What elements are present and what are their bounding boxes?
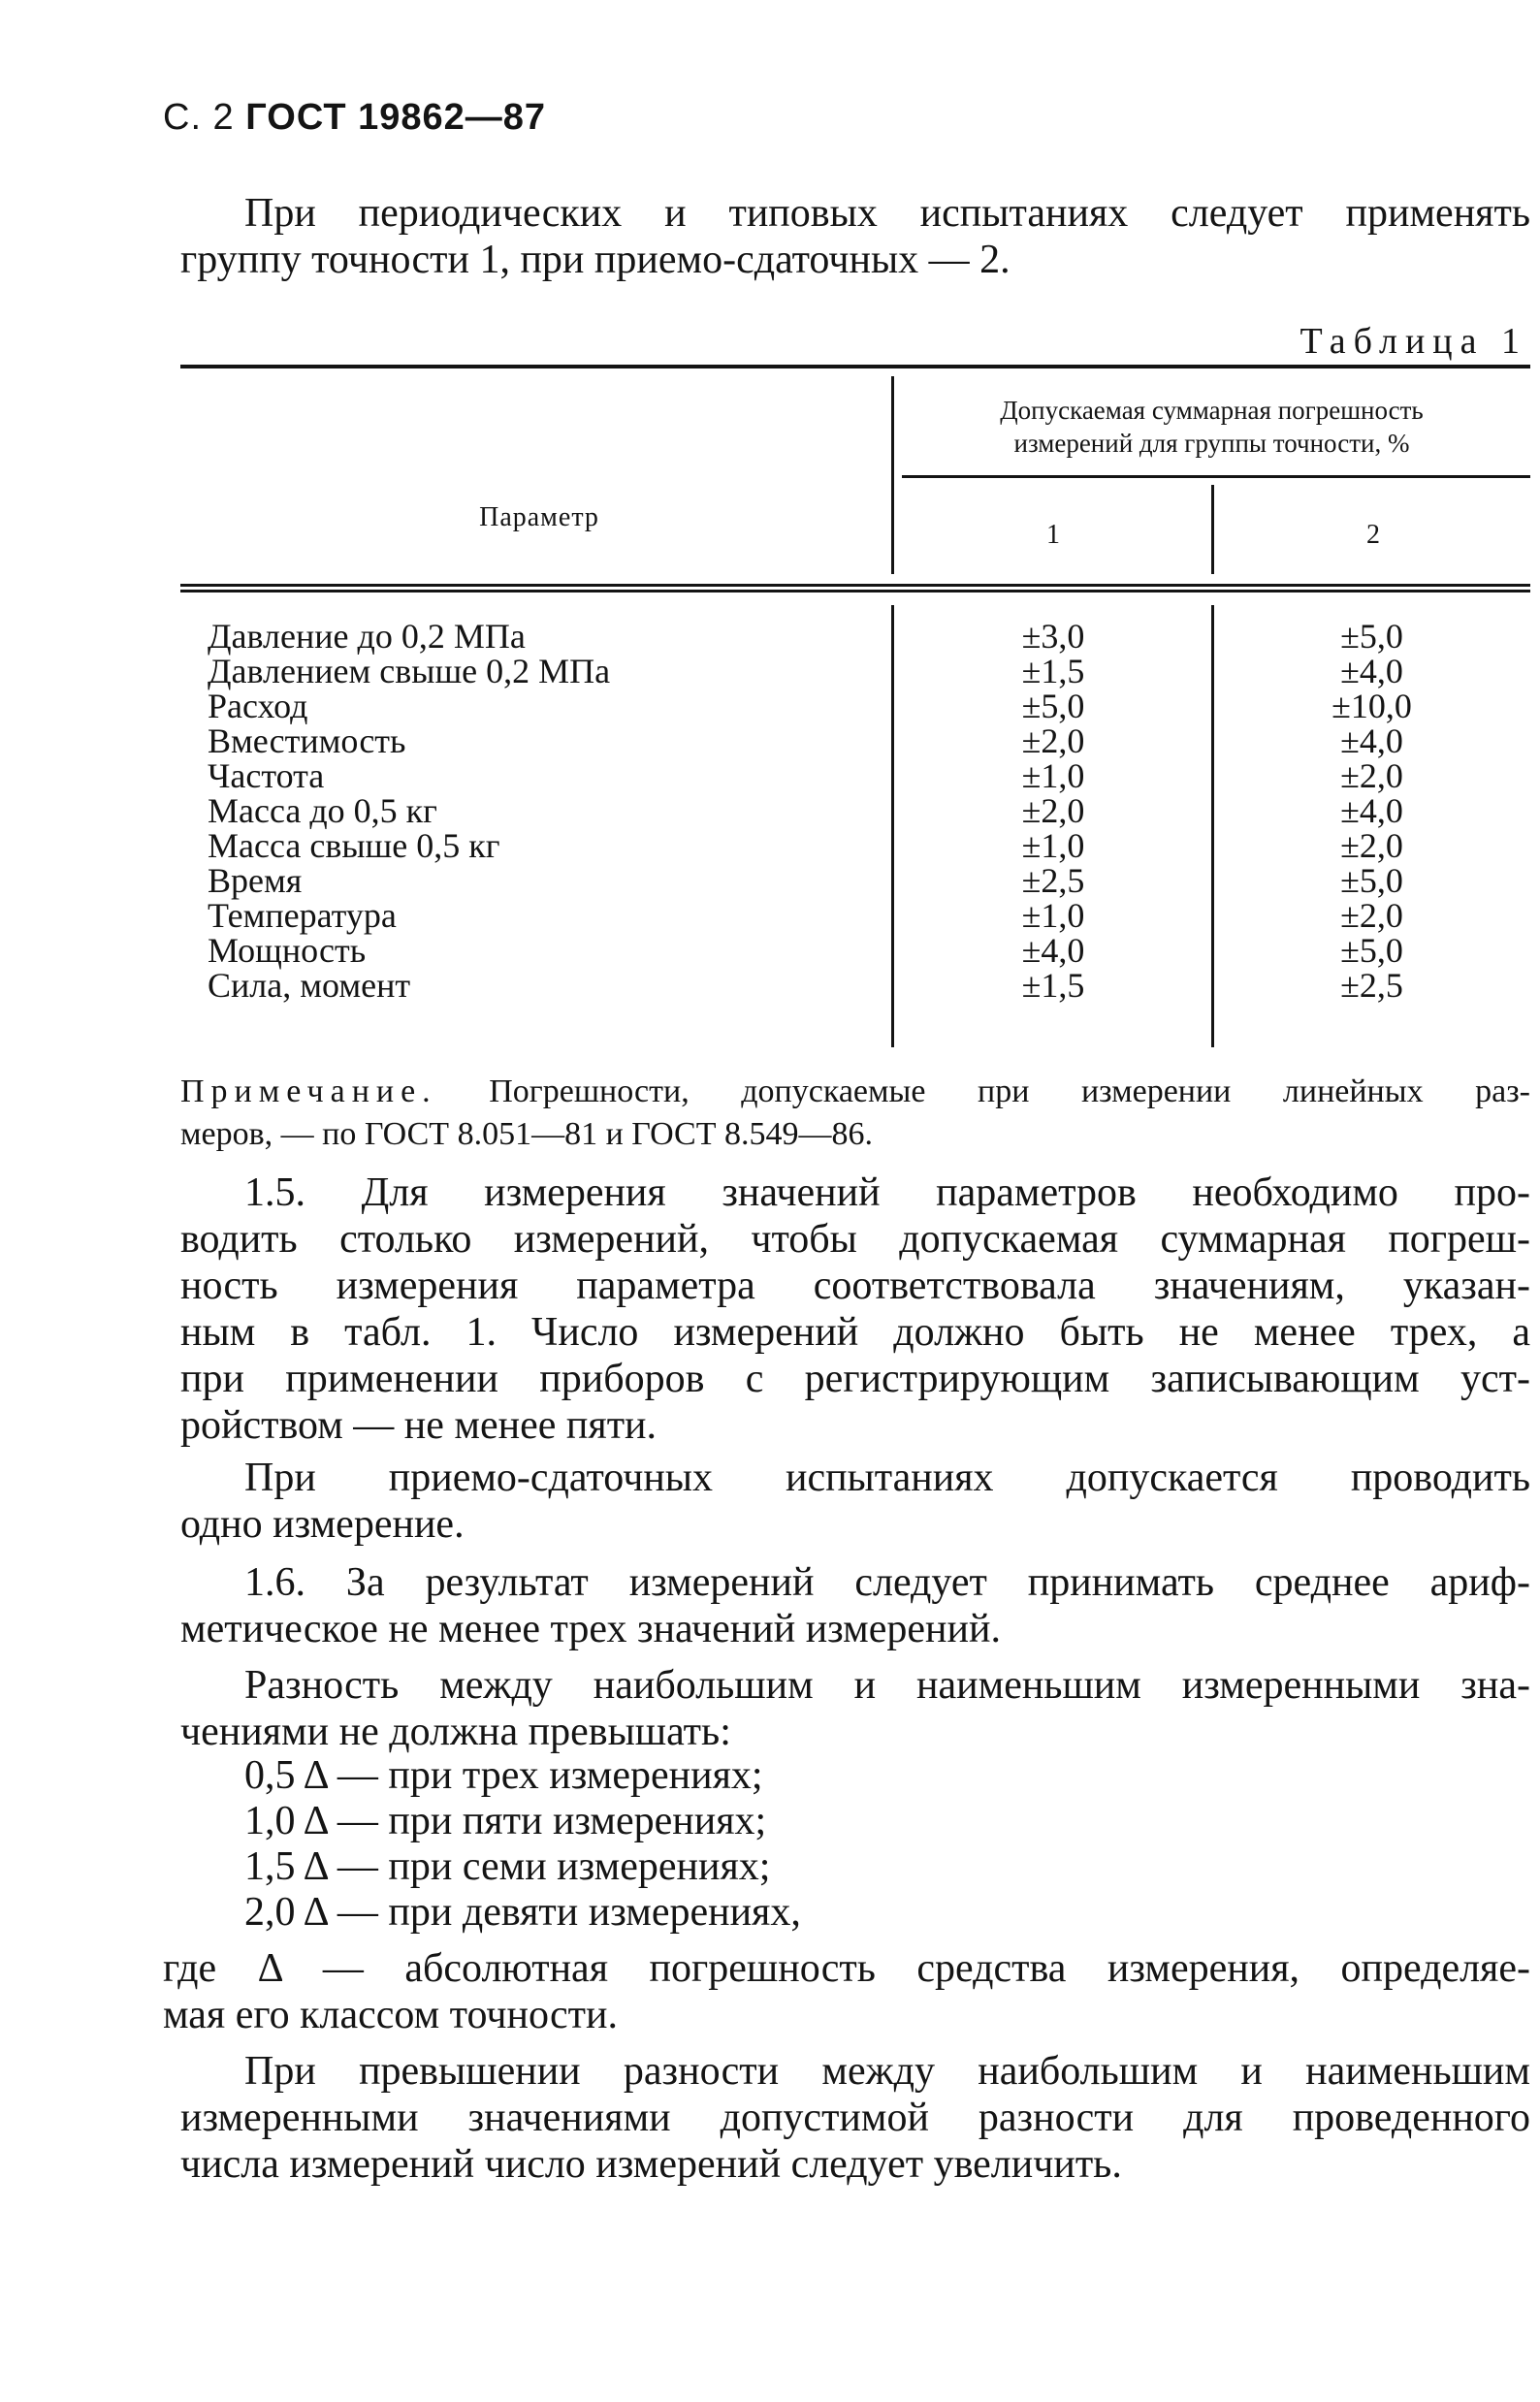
group-1-value: ±1,0 — [1021, 826, 1085, 865]
standard-designation: ГОСТ 19862—87 — [245, 97, 547, 138]
list-item: 2,0 Δ — при девяти измерениях, — [244, 1890, 801, 1935]
text-line: ным в табл. 1. Число измерений должно быть не менее трех, а — [180, 1310, 1530, 1355]
table-row — [180, 723, 1530, 758]
table-row — [180, 968, 1530, 1003]
text-line: одно измерение. — [180, 1502, 465, 1547]
parameter-cell: Давление до 0,2 МПа — [208, 617, 526, 656]
group-2-value: ±10,0 — [1331, 687, 1412, 725]
paragraph-exceed — [180, 2048, 1530, 2188]
page-number: С. 2 — [163, 97, 235, 138]
group-2-value: ±2,0 — [1340, 896, 1403, 935]
text-line: измеренными значениями допустимой разности для проведенного — [180, 2096, 1530, 2140]
group-1-value: ±1,5 — [1021, 966, 1085, 1005]
group-2-value: ±5,0 — [1340, 861, 1403, 900]
group-2-value: ±2,0 — [1340, 826, 1403, 865]
group-header-rule — [902, 475, 1530, 478]
text-line: чениями не должна превышать: — [180, 1710, 731, 1754]
group-2-value: ±4,0 — [1340, 791, 1403, 830]
group-1-value: ±5,0 — [1021, 687, 1085, 725]
note-line — [180, 1071, 1530, 1113]
text-line: Разность между наибольшим и наименьшим измеренными зна- — [244, 1663, 1530, 1708]
group-2-value: ±5,0 — [1340, 617, 1403, 656]
table-header-rule-double — [180, 590, 1530, 592]
parameter-cell: Масса до 0,5 кг — [208, 791, 437, 830]
paragraph-1-5 — [180, 1169, 1530, 1449]
group-1-value: ±2,5 — [1021, 861, 1085, 900]
table-caption: Таблица 1 — [1299, 321, 1527, 362]
table-top-rule — [180, 365, 1530, 368]
column-header-group — [893, 394, 1530, 460]
parameter-cell: Сила, момент — [208, 966, 411, 1005]
text-line: водить столько измерений, чтобы допускаемая суммарная погреш- — [180, 1217, 1530, 1262]
table-note — [180, 1071, 1530, 1156]
text-line: ность измерения параметра соответствовала значениям, указан- — [180, 1264, 1530, 1308]
page-header — [163, 97, 546, 139]
text-line: мая его классом точности. — [163, 1993, 618, 2037]
list-item: 0,5 Δ — при трех измерениях; — [244, 1753, 763, 1798]
note-text: Погрешности, допускаемые при измерении линейных раз- — [489, 1073, 1530, 1109]
group-2-value: ±2,0 — [1340, 756, 1403, 795]
table-row — [180, 758, 1530, 793]
measurement-list — [244, 1753, 801, 1936]
table-row — [180, 793, 1530, 828]
paragraph-difference — [180, 1662, 1530, 1755]
text-line: где Δ — абсолютная погрешность средства измерения, определяе- — [163, 1946, 1530, 1991]
group-1-value: ±1,0 — [1021, 756, 1085, 795]
text-line: При приемо-сдаточных испытаниях допускается проводить — [244, 1456, 1530, 1500]
text-line: 1.6. За результат измерений следует принимать среднее ариф- — [244, 1560, 1530, 1605]
parameter-cell: Температура — [208, 896, 397, 935]
table-row — [180, 863, 1530, 898]
column-header-group-2: 2 — [1366, 520, 1380, 550]
paragraph-acceptance — [180, 1455, 1530, 1548]
text-line: метическое не менее трех значений измерений. — [180, 1607, 1001, 1651]
text-line: числа измерений число измерений следует увеличить. — [180, 2142, 1122, 2187]
group-1-value: ±1,0 — [1021, 896, 1085, 935]
paragraph-1-6 — [180, 1559, 1530, 1652]
list-item: 1,5 Δ — при семи измерениях; — [244, 1844, 771, 1889]
group-1-value: ±3,0 — [1021, 617, 1085, 656]
parameter-cell: Мощность — [208, 931, 367, 970]
text-line: группу точности 1, при приемо-сдаточных — 2. — [180, 238, 1011, 282]
group-header-line: измерений для группы точности, % — [1013, 429, 1410, 458]
table-1 — [180, 365, 1530, 1059]
table-row — [180, 689, 1530, 723]
group-2-value: ±5,0 — [1340, 931, 1403, 970]
text-line: ройством — не менее пяти. — [180, 1403, 658, 1448]
paragraph-where — [163, 1945, 1530, 2038]
table-row — [180, 828, 1530, 863]
table-row — [180, 654, 1530, 689]
table-row — [180, 619, 1530, 654]
group-2-value: ±4,0 — [1340, 652, 1403, 690]
column-header-group-1: 1 — [1046, 520, 1060, 550]
table-row — [180, 933, 1530, 968]
note-label: Примечание. — [180, 1073, 437, 1109]
parameter-cell: Время — [208, 861, 303, 900]
group-2-value: ±2,5 — [1340, 966, 1403, 1005]
list-item: 1,0 Δ — при пяти измерениях; — [244, 1799, 767, 1843]
text-line: При периодических и типовых испытаниях следует применять — [244, 191, 1530, 236]
table-row — [180, 898, 1530, 933]
parameter-cell: Расход — [208, 687, 308, 725]
parameter-cell: Частота — [208, 756, 325, 795]
text-line: при применении приборов с регистрирующим записывающим уст- — [180, 1357, 1530, 1401]
group-1-value: ±2,0 — [1021, 791, 1085, 830]
group-1-value: ±2,0 — [1021, 721, 1085, 760]
parameter-cell: Масса свыше 0,5 кг — [208, 826, 500, 865]
group-header-line: Допускаемая суммарная погрешность — [1000, 396, 1424, 425]
intro-paragraph — [180, 190, 1530, 283]
group-2-value: ±4,0 — [1340, 721, 1403, 760]
parameter-cell: Давлением свыше 0,2 МПа — [208, 652, 611, 690]
text-line: При превышении разности между наибольшим и наименьшим — [244, 2049, 1530, 2094]
column-header-parameter: Параметр — [479, 502, 599, 532]
note-line: меров, — по ГОСТ 8.051—81 и ГОСТ 8.549—86. — [180, 1116, 873, 1152]
parameter-cell: Вместимость — [208, 721, 406, 760]
group-1-value: ±1,5 — [1021, 652, 1085, 690]
text-line: 1.5. Для измерения значений параметров необходимо про- — [244, 1170, 1530, 1215]
group-1-value: ±4,0 — [1021, 931, 1085, 970]
